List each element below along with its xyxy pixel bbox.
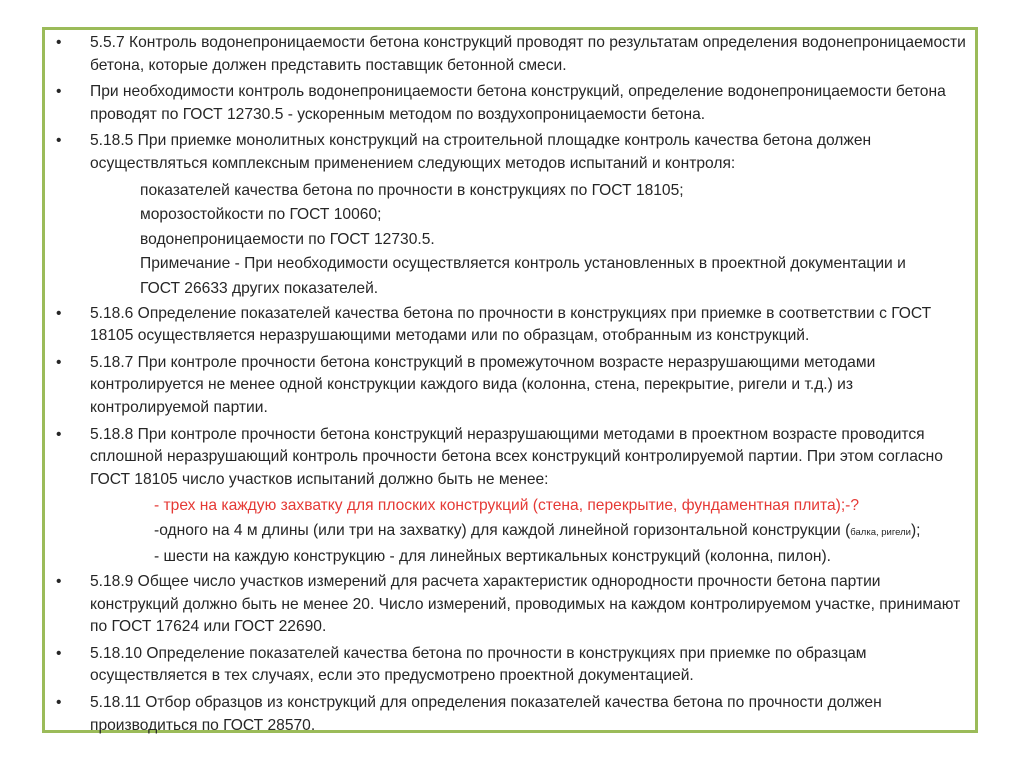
item-text: 5.18.10 Определение показателей качества бетона по прочности в конструкциях при приемке по образцам осуществляется в тех случаях, если это предусмотрено проектной документацией. <box>90 644 867 685</box>
list-item <box>52 303 972 348</box>
sub-item: морозостойкости по ГОСТ 10060; <box>140 206 382 224</box>
item-text: При необходимости контроль водонепроницаемости бетона конструкций, определение водонепроницаемости бетона проводят по ГОСТ 12730.5 - ускоренным методом по воздухопроницаемости бетона. <box>90 83 946 123</box>
note-line: Примечание - При необходимости осуществляется контроль установленных в проектной документации и <box>140 255 906 273</box>
item-text: 5.18.5 При приемке монолитных конструкций на строительной площадке контроль качества бетона должен осуществляться комплексным применением следующих методов испытаний и контроля: <box>90 132 872 172</box>
bullet-marker: • <box>56 353 62 371</box>
bullet-marker: • <box>56 644 62 662</box>
item-text: 5.18.6 Определение показателей качества бетона по прочности в конструкциях при приемке в соответствии с ГОСТ 18105 осуществляется неразрушающими методами или по образцам, отобранным из конструкций. <box>90 304 932 345</box>
sub-item-text: -одного на 4 м длины (или три на захватку) для каждой линейной горизонтальной конструкции ( <box>154 521 851 539</box>
list-item <box>52 571 972 639</box>
list-item <box>52 81 972 126</box>
item-text: 5.5.7 Контроль водонепроницаемости бетона конструкций проводят по результатам определения водонепроницаемости бетона, которые должен представить поставщик бетонной смеси. <box>90 34 966 74</box>
list-item <box>52 424 972 492</box>
bullet-marker: • <box>56 83 62 101</box>
bullet-marker: • <box>56 573 62 591</box>
list-item <box>52 352 972 420</box>
sub-item-text-end: ); <box>910 521 921 539</box>
bullet-marker: • <box>56 132 62 150</box>
list-item <box>52 130 972 175</box>
sub-item-small-text: балка, ригели <box>850 526 911 538</box>
bullet-marker: • <box>56 425 62 443</box>
item-text: 5.18.8 При контроле прочности бетона конструкций неразрушающими методами в проектном возрасте проводится сплошной неразрушающий контроль прочности бетона всех конструкций контролируемой партии. При этом согласно ГОСТ 18105 число участков испытаний должно быть не менее: <box>90 425 943 488</box>
highlighted-sub-item: - трех на каждую захватку для плоских конструкций (стена, перекрытие, фундаментная плита);-? <box>154 497 860 515</box>
bullet-marker: • <box>56 694 62 712</box>
note-line: ГОСТ 26633 других показателей. <box>140 279 379 297</box>
sub-item <box>52 520 972 545</box>
bullet-marker: • <box>56 34 62 51</box>
sub-item: водонепроницаемости по ГОСТ 12730.5. <box>140 230 435 248</box>
list-item <box>52 692 972 737</box>
slide-content <box>52 32 972 741</box>
item-text: 5.18.9 Общее число участков измерений для расчета характеристик однородности прочности бетона партии конструкций должно быть не менее 20. Число измерений, проводимых на каждом контролируемом участке, принимают по ГОСТ 17624 или ГОСТ 22690. <box>90 573 961 636</box>
list-item <box>52 32 972 77</box>
sub-item: - шести на каждую конструкцию - для линейных вертикальных конструкций (колонна, пилон). <box>154 548 832 566</box>
item-text: 5.18.7 При контроле прочности бетона конструкций в промежуточном возрасте неразрушающими методами контролируется не менее одной конструкции каждого вида (колонна, стена, перекрытие, ригели и т.д.) из контролируемой партии. <box>90 353 876 416</box>
item-text: 5.18.11 Отбор образцов из конструкций для определения показателей качества бетона по прочности должен производиться по ГОСТ 28570. <box>90 694 882 734</box>
bullet-marker: • <box>56 304 62 322</box>
sub-item: показателей качества бетона по прочности в конструкциях по ГОСТ 18105; <box>140 181 684 199</box>
list-item <box>52 643 972 688</box>
